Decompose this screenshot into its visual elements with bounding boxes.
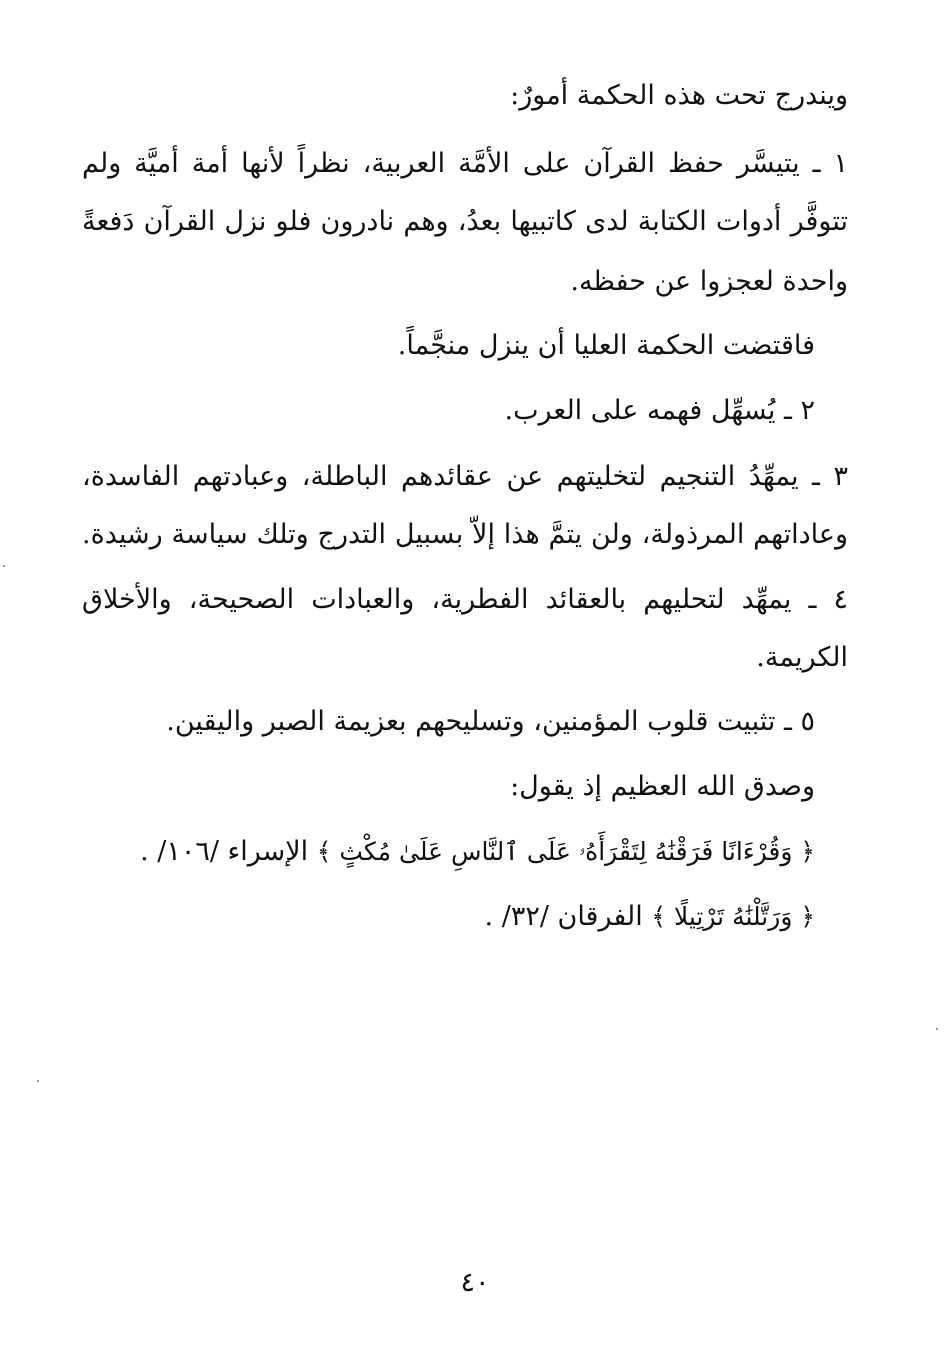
verse-1-line (140, 832, 815, 872)
item-1-line-1: ١ ـ يتيسَّر حفظ القرآن على الأمَّة العربية، نظراً لأنها أمة أميَّة ولم (82, 148, 848, 179)
item-3-line-1: ٣ ـ يمهِّدُ التنجيم لتخليتهم عن عقائدهم الباطلة، وعبادتهم الفاسدة، (82, 461, 848, 492)
verse-1-text: ﴿ وَقُرْءَانًا فَرَقْنَٰهُ لِتَقْرَأَهُۥ عَلَى ٱلنَّاسِ عَلَىٰ مُكْثٍ ﴾ (316, 837, 815, 866)
scan-speck (37, 1080, 39, 1082)
item-4-line-1: ٤ ـ يمهِّد لتحليهم بالعقائد الفطرية، والعبادات الصحيحة، والأخلاق (82, 584, 848, 615)
conclusion-line: فاقتضت الحكمة العليا أن ينزل منجَّماً. (397, 330, 815, 361)
quote-intro-line: وصدق الله العظيم إذ يقول: (510, 771, 815, 802)
intro-line: ويندرج تحت هذه الحكمة أمورٌ: (510, 80, 848, 111)
verse-1-reference: الإسراء /١٠٦/ . (140, 836, 309, 867)
item-2-line: ٢ ـ يُسهِّل فهمه على العرب. (504, 395, 815, 426)
verse-2-line (485, 897, 815, 937)
page-number: ٤٠ (460, 1267, 490, 1298)
item-1-line-3: واحدة لعجزوا عن حفظه. (570, 266, 848, 297)
item-3-line-2: وعاداتهم المرذولة، ولن يتمَّ هذا إلاّ بسبيل التدرج وتلك سياسة رشيدة. (82, 519, 848, 550)
scan-speck (3, 565, 5, 567)
item-5-line: ٥ ـ تثبيت قلوب المؤمنين، وتسليحهم بعزيمة الصبر واليقين. (166, 706, 815, 737)
scan-speck (936, 1028, 938, 1030)
item-4-line-2: الكريمة. (756, 642, 848, 673)
item-1-line-2: تتوفَّر أدوات الكتابة لدى كاتبيها بعدُ، وهم نادرون فلو نزل القرآن دَفعةً (82, 206, 848, 237)
verse-2-text: ﴿ وَرَتَّلْنَٰهُ تَرْتِيلًا ﴾ (651, 902, 815, 931)
verse-2-reference: الفرقان /٣٢/ . (484, 901, 643, 932)
